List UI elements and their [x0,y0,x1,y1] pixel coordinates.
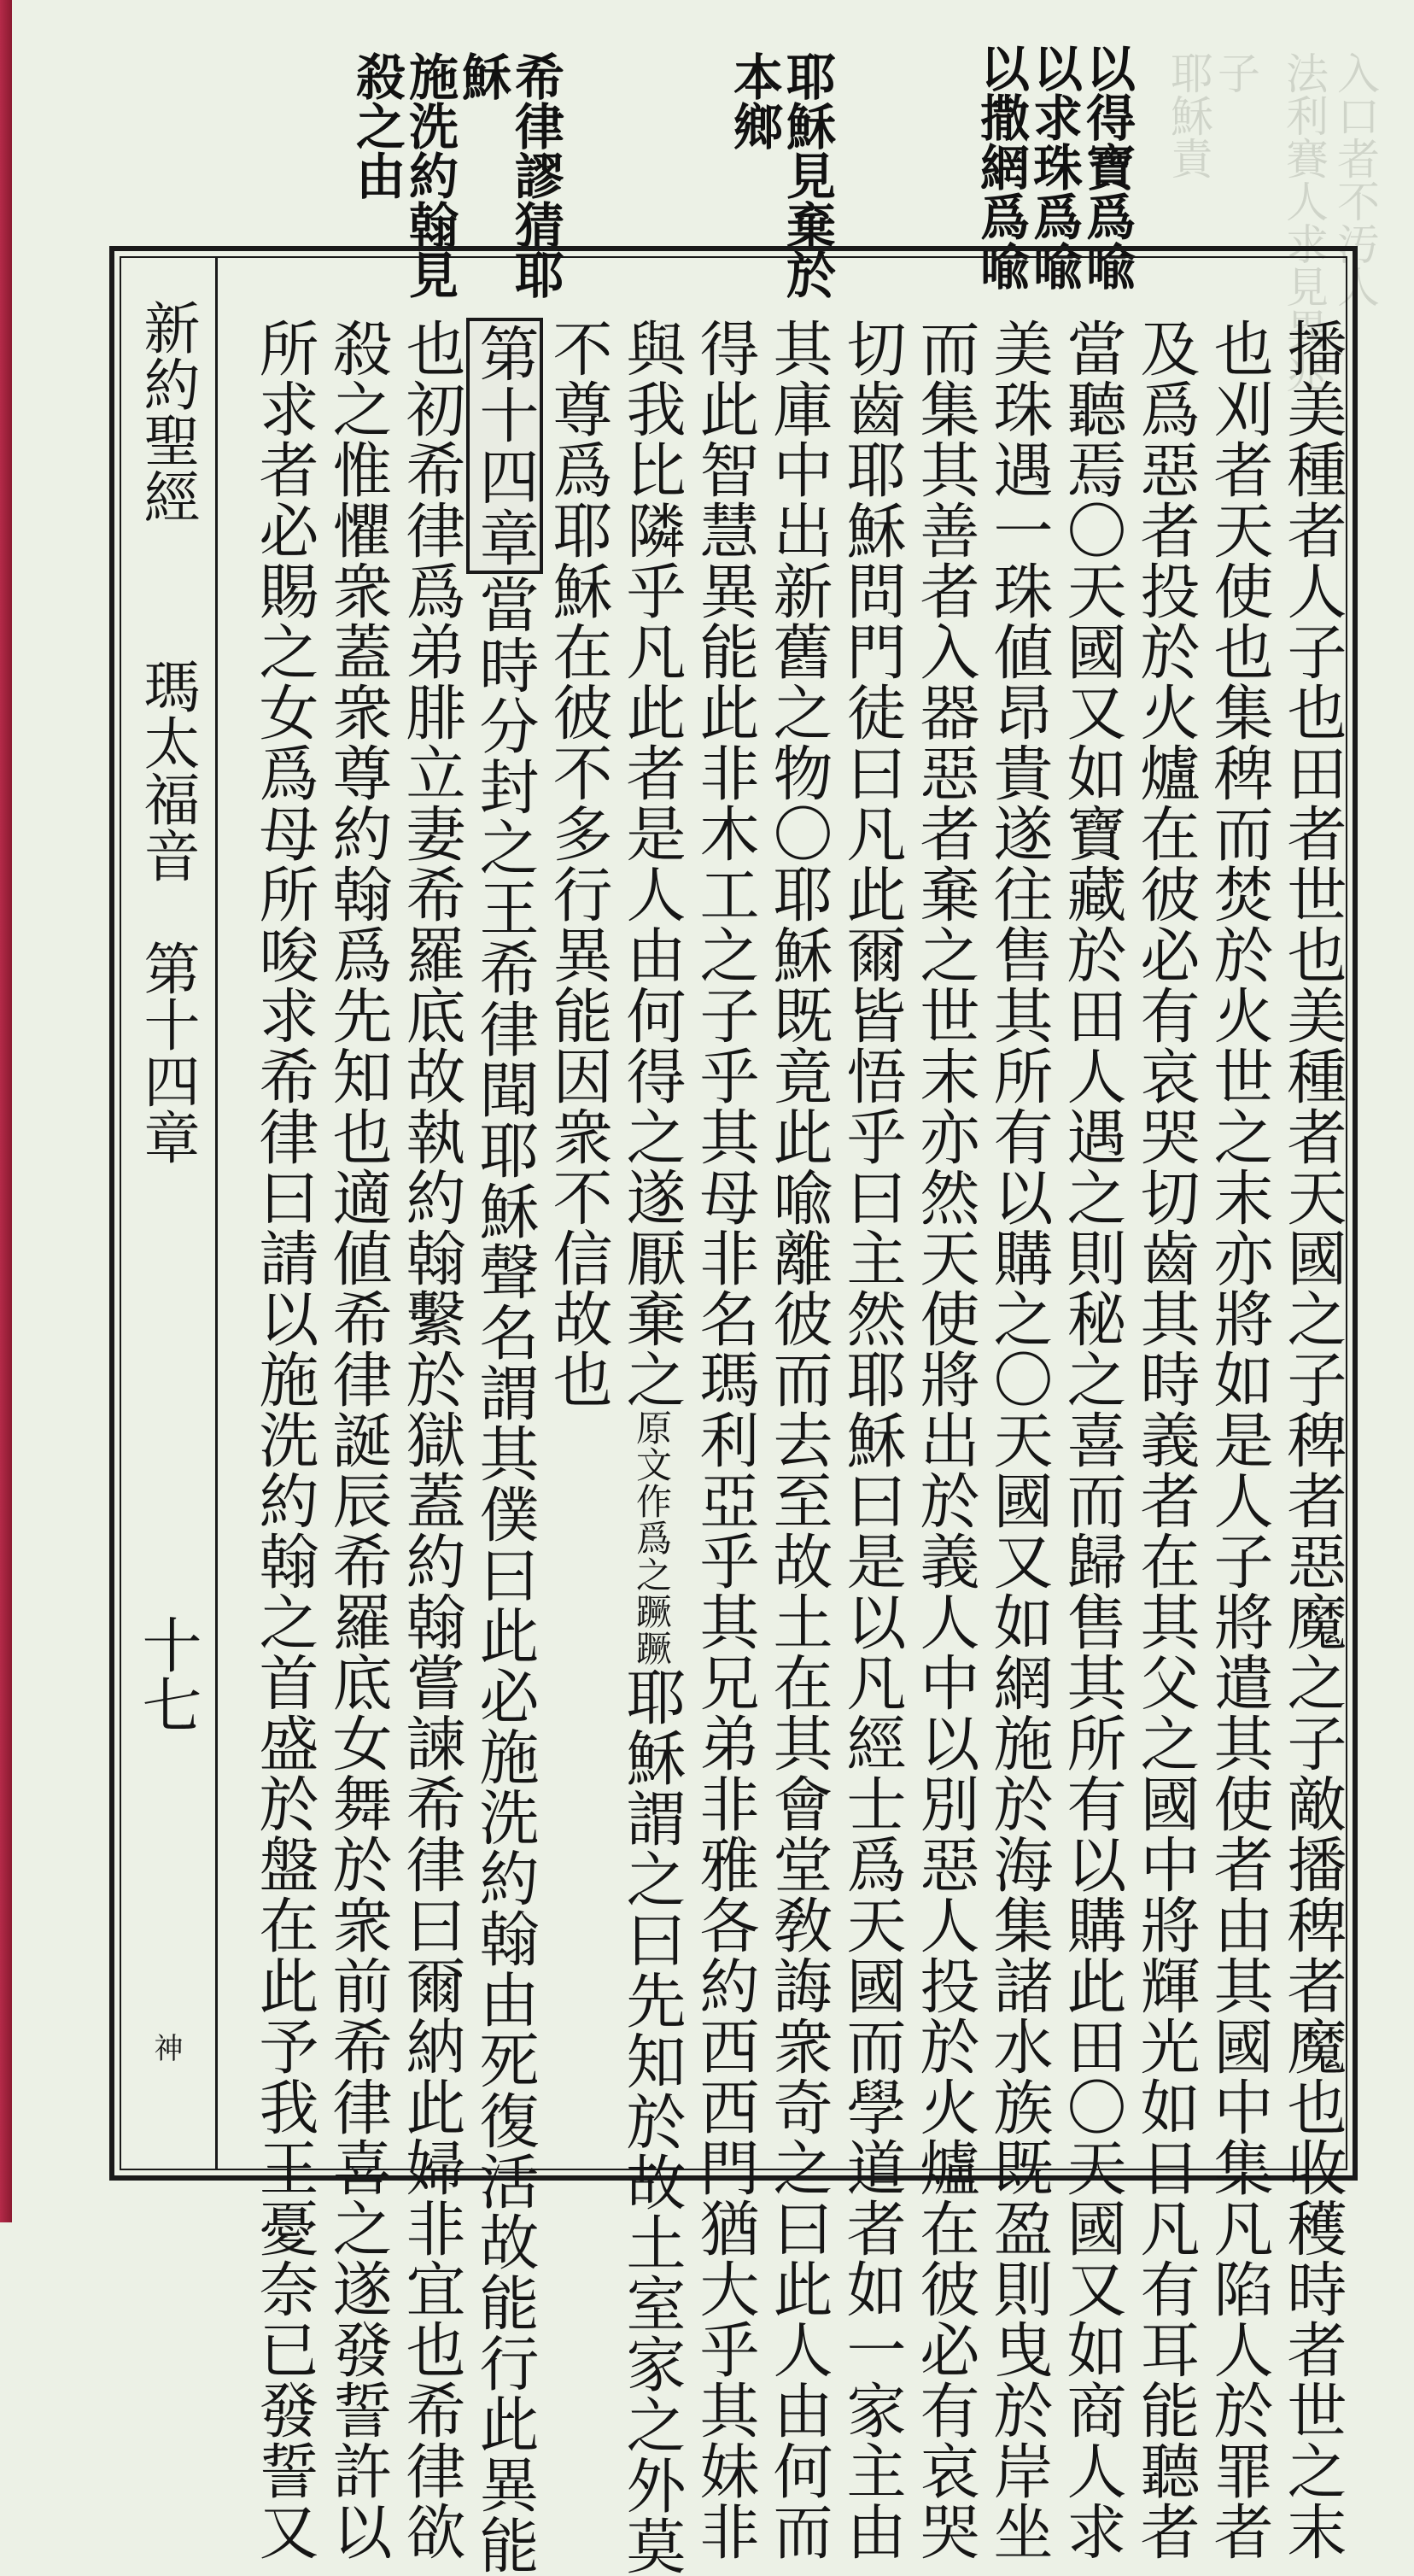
text-column: 不尊爲耶穌在彼不多行異能因衆不信故也 [543,318,613,1409]
margin-note: 耶穌見棄於 [778,51,836,299]
margin-note: 殺之由 [348,51,406,200]
text-column: 其庫中出新舊之物〇耶穌既竟此喩離彼而去至故土在其會堂敎誨衆奇之曰此人由何而 [763,318,833,2561]
bleed-through-text: 入口者不汚人 [1330,51,1380,307]
text-column: 殺之惟懼衆蓋衆尊約翰爲先知也適値希律誕辰希羅底女舞於衆前希律喜之遂發誓許以 [323,318,393,2561]
text-column-with-note [616,318,687,2576]
text-segment: 當時分封之王希律聞耶穌聲名謂其僕曰此必施洗約翰由死復活故能行此異能 [470,574,540,2575]
margin-note: 以撒網爲喩 [972,43,1030,290]
margin-note: 以求珠爲喩 [1025,43,1083,290]
page-number: 十七 [132,1614,202,1734]
book-title: 新約聖經 [134,299,200,524]
bleed-through-text: 子 [1211,51,1260,94]
margin-note: 穌 [453,51,511,101]
text-column: 得此智慧異能此非木工之子乎其母非名瑪利亞乎其兄弟非雅各約西西門猶大乎其妹非 [690,318,760,2561]
margin-note: 本鄉 [725,51,783,150]
text-segment: 與我比隣乎凡此者是人由何得之遂厭棄之 [616,318,687,1409]
gospel-name: 瑪太福音 [134,658,200,883]
text-column-chapter-start [470,318,540,2575]
text-column: 當聽焉〇天國又如寶藏於田人遇之則秘之喜而歸售其所有以購此田〇天國又如商人求 [1057,318,1127,2561]
chapter-running-head: 第十四章 [134,940,200,1165]
margin-note: 以得寶爲喩 [1078,43,1136,290]
header-divider [215,258,218,2169]
margin-note: 希律謬猜耶 [506,51,564,299]
text-column: 切齒耶穌問門徒曰凡此爾皆悟乎曰主然耶穌曰是以凡經士爲天國而學道者如一家主由 [837,318,907,2561]
text-column: 所求者必賜之女爲母所唆求希律曰請以施洗約翰之首盛於盤在此予我王憂奈已發誓又 [249,318,319,2561]
text-column: 而集其善者入器惡者棄之世末亦然天使將出於義人中以別惡人投於火爐在彼必有哀哭 [910,318,980,2561]
chapter-heading: 第十四章 [466,318,543,574]
bleed-through-text: 法利賽人求見異兆 [1279,51,1329,393]
text-column: 也初希律爲弟腓立妻希羅底故執約翰繫於獄蓋約翰嘗諫希律曰爾納此婦非宜也希律欲 [396,318,466,2561]
bleed-through-text: 耶穌責 [1164,51,1213,179]
text-column: 及爲惡者投於火爐在彼必有哀哭切齒其時義者在其父之國中將輝光如日凡有耳能聽者 [1131,318,1201,2561]
text-column: 也刈者天使也集稗而焚於火世之末亦將如是人子將遣其使者由其國中集凡陷人於罪者 [1204,318,1274,2561]
text-column: 播美種者人子也田者世也美種者天國之子稗者惡魔之子敵播稗者魔也收穫時者世之末 [1277,318,1347,2561]
book-spine-edge [0,0,12,2222]
text-column: 美珠遇一珠値昂貴遂往售其所有以購之〇天國又如網施於海集諸水族既盈則曳於岸坐 [984,318,1054,2561]
signature-mark: 神 [149,2033,183,2062]
inline-gloss: 原文作爲之蹶蹶 [631,1409,673,1666]
margin-note: 施洗約翰見 [400,51,459,299]
text-segment: 耶穌謂之曰先知於故土室家之外莫 [616,1666,687,2576]
